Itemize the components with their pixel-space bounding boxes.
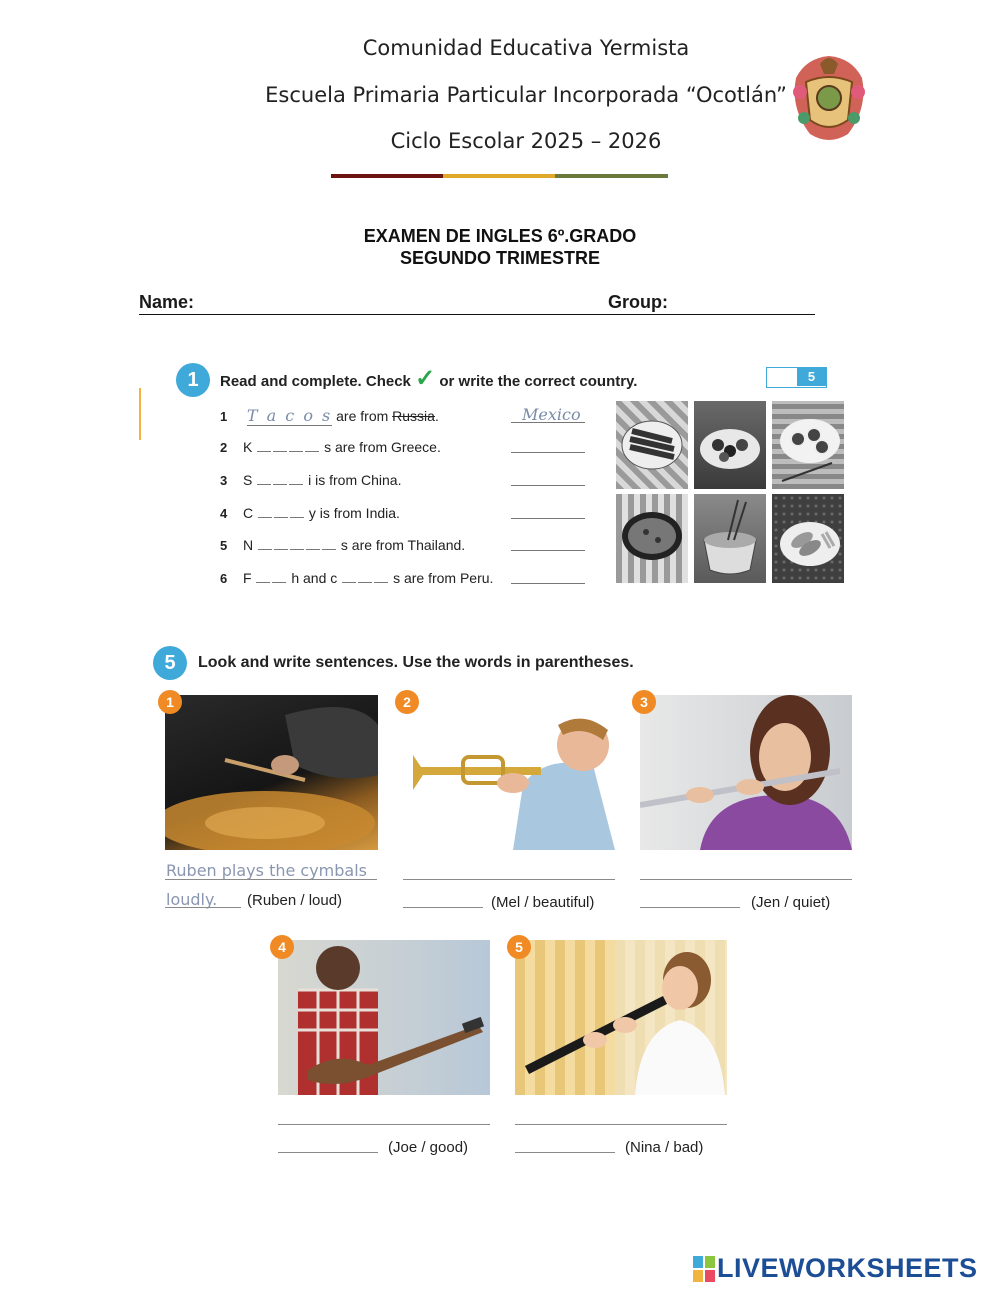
item-3-write-line-2[interactable] xyxy=(640,907,740,908)
margin-marker xyxy=(139,388,141,440)
exercise-1-instruction xyxy=(220,365,638,392)
name-group-row xyxy=(139,292,815,315)
row-number: 5 xyxy=(220,538,228,553)
row-end-text: s are from Thailand. xyxy=(340,537,466,553)
item-1-answer-line-1: Ruben plays the cymbals xyxy=(166,861,367,880)
clarinet-girl-photo xyxy=(515,940,727,1095)
drummer-photo xyxy=(165,695,378,850)
liveworksheets-logo-icon xyxy=(693,1256,715,1282)
divider-bar-gold xyxy=(443,174,555,178)
row-mid-text: h and c xyxy=(291,570,338,586)
item-2-write-line-2[interactable] xyxy=(403,907,483,908)
row-end-text: y is from India. xyxy=(308,505,400,521)
item-5-3-number: 3 xyxy=(632,690,656,714)
letter-blank[interactable] xyxy=(322,537,336,550)
exercise-1-instruction-a: Read and complete. Check xyxy=(220,373,411,390)
letter-blank[interactable] xyxy=(305,439,319,452)
item-5-hint: (Nina / bad) xyxy=(625,1139,704,1156)
item-4-hint: (Joe / good) xyxy=(388,1139,469,1156)
example-crossed-country: Russia xyxy=(392,408,435,424)
letter-blank[interactable] xyxy=(273,439,287,452)
group-input[interactable] xyxy=(679,292,815,314)
row-number: 1 xyxy=(220,409,228,424)
school-year: Ciclo Escolar 2025 – 2026 xyxy=(390,129,662,153)
letter-blank[interactable] xyxy=(272,570,286,583)
row-number: 4 xyxy=(220,506,228,521)
school-name: Escuela Primaria Particular Incorporada “Ocotlán” xyxy=(265,83,787,107)
item-1-write-line-2 xyxy=(165,907,241,908)
noodles-photo xyxy=(694,494,766,583)
score-box xyxy=(766,367,827,388)
example-country-line xyxy=(511,422,585,423)
item-3-write-line-1[interactable] xyxy=(640,879,852,880)
example-text-a: are from xyxy=(336,408,389,424)
letter-blank[interactable] xyxy=(289,472,303,485)
name-input[interactable] xyxy=(201,292,601,314)
letter-blank[interactable] xyxy=(273,472,287,485)
exercise-1-row-2 xyxy=(220,439,441,459)
country-answer-line-5[interactable] xyxy=(511,550,585,551)
tacos-photo xyxy=(616,401,688,489)
exam-title: EXAMEN DE INGLES 6º.GRADO xyxy=(363,226,637,246)
country-answer-line-6[interactable] xyxy=(511,583,585,584)
flute-girl-photo xyxy=(640,695,852,850)
name-label: Name: xyxy=(139,292,195,312)
item-5-2-number: 2 xyxy=(395,690,419,714)
item-1-hint: (Ruben / loud) xyxy=(247,892,343,909)
check-icon: ✓ xyxy=(415,365,436,392)
row-start-letter: N xyxy=(243,537,254,553)
row-end-text: s are from Greece. xyxy=(324,439,441,455)
divider-bar-green xyxy=(555,174,668,178)
row-start-letter: S xyxy=(243,472,253,488)
exercise-1-row-1 xyxy=(220,406,439,426)
item-5-write-line-2[interactable] xyxy=(515,1152,615,1153)
letter-blank[interactable] xyxy=(342,570,356,583)
letter-blank[interactable] xyxy=(290,537,304,550)
item-4-write-line-2[interactable] xyxy=(278,1152,378,1153)
trumpet-boy-photo xyxy=(403,695,615,850)
score-value: 5 xyxy=(797,368,826,386)
item-5-5-number: 5 xyxy=(507,935,531,959)
school-community-name: Comunidad Educativa Yermista xyxy=(362,36,690,60)
item-5-4-number: 4 xyxy=(270,935,294,959)
exercise-5-instruction: Look and write sentences. Use the words in parentheses. xyxy=(198,654,634,671)
letter-blank[interactable] xyxy=(290,505,304,518)
item-5-1-number: 1 xyxy=(158,690,182,714)
guitar-boy-photo xyxy=(278,940,490,1095)
exercise-1-row-3 xyxy=(220,472,401,492)
exercise-1-row-4 xyxy=(220,505,400,525)
example-text-b: . xyxy=(434,408,439,424)
letter-blank[interactable] xyxy=(374,570,388,583)
item-2-hint: (Mel / beautiful) xyxy=(491,894,595,911)
exam-subtitle: SEGUNDO TRIMESTRE xyxy=(399,248,600,268)
country-answer-line-2[interactable] xyxy=(511,452,585,453)
row-end-text: i is from China. xyxy=(308,472,402,488)
row-end-text: s are from Peru. xyxy=(393,570,494,586)
exercise-1-row-5 xyxy=(220,537,465,557)
kebabs-photo xyxy=(694,401,766,489)
country-answer-line-3[interactable] xyxy=(511,485,585,486)
group-label: Group: xyxy=(608,292,668,312)
exercise-1-number-badge: 1 xyxy=(176,363,210,397)
row-start-letter: C xyxy=(243,505,254,521)
row-start-letter: F xyxy=(243,570,252,586)
example-country-answer: Mexico xyxy=(522,405,581,424)
school-crest-logo xyxy=(786,48,872,148)
paella-photo xyxy=(616,494,688,583)
country-answer-line-4[interactable] xyxy=(511,518,585,519)
item-1-answer-line-2: loudly. xyxy=(166,890,218,909)
letter-blank[interactable] xyxy=(258,505,272,518)
item-5-write-line-1[interactable] xyxy=(515,1124,727,1125)
exercise-1-row-6 xyxy=(220,570,493,590)
exercise-1-instruction-b: or write the correct country. xyxy=(439,373,638,390)
exercise-5-number-badge: 5 xyxy=(153,646,187,680)
item-4-write-line-1[interactable] xyxy=(278,1124,490,1125)
row-start-letter: K xyxy=(243,439,253,455)
divider-bar-red xyxy=(331,174,443,178)
item-2-write-line-1[interactable] xyxy=(403,879,615,880)
letter-blank[interactable] xyxy=(306,537,320,550)
letter-blank[interactable] xyxy=(289,439,303,452)
letter-blank[interactable] xyxy=(257,439,271,452)
letter-blank[interactable] xyxy=(258,537,272,550)
fish-chips-photo xyxy=(772,494,844,583)
letter-blank[interactable] xyxy=(257,472,271,485)
letter-blank[interactable] xyxy=(274,537,288,550)
row-number: 2 xyxy=(220,440,228,455)
letter-blank[interactable] xyxy=(274,505,288,518)
sushi-photo xyxy=(772,401,844,489)
row-number: 3 xyxy=(220,473,228,488)
example-answer-word: T a c o s xyxy=(246,406,333,425)
letter-blank[interactable] xyxy=(256,570,270,583)
item-1-write-line-1 xyxy=(165,879,377,880)
row-number: 6 xyxy=(220,571,228,586)
item-3-hint: (Jen / quiet) xyxy=(751,894,831,911)
letter-blank[interactable] xyxy=(358,570,372,583)
liveworksheets-logo-text: LIVEWORKSHEETS xyxy=(717,1253,978,1283)
